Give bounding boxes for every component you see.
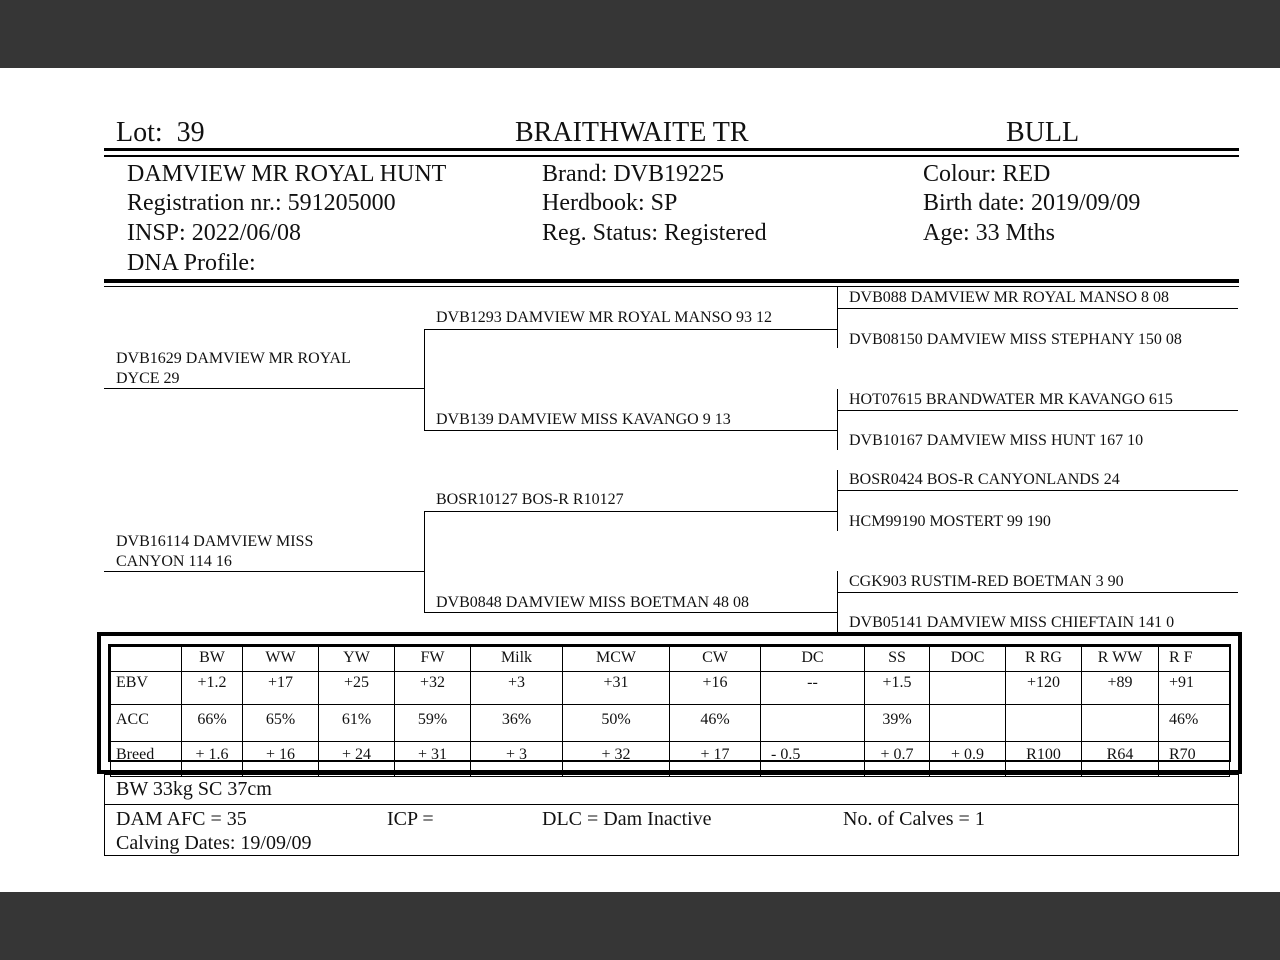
ebv-cell: +25 <box>319 672 395 705</box>
breed-cell: + 17 <box>670 742 761 777</box>
acc-cell <box>1082 705 1159 742</box>
ebv-header-row <box>111 647 1230 672</box>
ggp-6: HCM99190 MOSTERT 99 190 <box>849 513 1051 530</box>
acc-cell: 50% <box>563 705 670 742</box>
breed-cell: R70 <box>1159 742 1230 777</box>
col-header: BW <box>182 647 243 672</box>
col-header: R F <box>1159 647 1230 672</box>
ebv-cell: +89 <box>1082 672 1159 705</box>
sire-sire-name: DVB1293 DAMVIEW MR ROYAL MANSO 93 12 <box>436 309 773 326</box>
acc-cell: 46% <box>1159 705 1230 742</box>
ggp-1: DVB088 DAMVIEW MR ROYAL MANSO 8 08 <box>849 289 1170 306</box>
ggp-1-line <box>837 308 1238 309</box>
acc-cell: 46% <box>670 705 761 742</box>
breed-cell: + 31 <box>395 742 471 777</box>
dam-dam-name: DVB0848 DAMVIEW MISS BOETMAN 48 08 <box>436 594 750 611</box>
details-rule-thin <box>104 286 1239 287</box>
icp: ICP = <box>387 808 434 830</box>
ggp-bracket-2 <box>837 389 838 450</box>
acc-cell: 59% <box>395 705 471 742</box>
breed-cell: - 0.5 <box>761 742 865 777</box>
dam-line <box>104 571 424 572</box>
ggp-bracket-3 <box>837 470 838 531</box>
calves-count: No. of Calves = 1 <box>843 808 985 830</box>
ggp-8: DVB05141 DAMVIEW MISS CHIEFTAIN 141 0 <box>849 614 1175 631</box>
acc-cell <box>1006 705 1082 742</box>
dna-profile: DNA Profile: <box>127 250 256 276</box>
ebv-cell: +16 <box>670 672 761 705</box>
ebv-table <box>110 646 1230 777</box>
details-rule-thick <box>104 279 1239 283</box>
ebv-cell: +1.2 <box>182 672 243 705</box>
dam-name: DVB16114 DAMVIEW MISS CANYON 114 16 <box>116 533 314 570</box>
bottom-bar <box>0 892 1280 960</box>
header-rule-thin <box>104 155 1239 157</box>
acc-cell: 39% <box>865 705 930 742</box>
dam-afc: DAM AFC = 35 <box>116 808 247 830</box>
col-header: DOC <box>930 647 1006 672</box>
col-header: R RG <box>1006 647 1082 672</box>
breed-cell: + 24 <box>319 742 395 777</box>
ebv-cell: +91 <box>1159 672 1230 705</box>
age: Age: 33 Mths <box>923 220 1055 246</box>
ebv-cell <box>930 672 1006 705</box>
row-label: EBV <box>111 672 182 705</box>
dam-sire-name: BOSR10127 BOS-R R10127 <box>436 491 624 508</box>
herdbook: Herdbook: SP <box>542 190 678 216</box>
lot-label: Lot: 39 <box>116 117 205 148</box>
col-header: MCW <box>563 647 670 672</box>
insp-date: INSP: 2022/06/08 <box>127 220 302 246</box>
ebv-cell: +31 <box>563 672 670 705</box>
breed-cell: + 3 <box>471 742 563 777</box>
col-header: R WW <box>1082 647 1159 672</box>
lot-number: 39 <box>176 117 205 148</box>
colour: Colour: RED <box>923 161 1051 187</box>
sire-sire-line <box>424 329 837 330</box>
col-header: Milk <box>471 647 563 672</box>
ggp-4: DVB10167 DAMVIEW MISS HUNT 167 10 <box>849 432 1144 449</box>
measurements: BW 33kg SC 37cm <box>116 778 272 800</box>
col-header: YW <box>319 647 395 672</box>
acc-cell: 61% <box>319 705 395 742</box>
sire-dam-name: DVB139 DAMVIEW MISS KAVANGO 9 13 <box>436 411 731 428</box>
dlc: DLC = Dam Inactive <box>542 808 712 830</box>
ggp-7: CGK903 RUSTIM-RED BOETMAN 3 90 <box>849 573 1124 590</box>
breed-cell: + 0.7 <box>865 742 930 777</box>
acc-row <box>111 705 1230 742</box>
brand: Brand: DVB19225 <box>542 161 724 187</box>
ggp-3: HOT07615 BRANDWATER MR KAVANGO 615 <box>849 391 1173 408</box>
dam-dam-line <box>424 612 837 613</box>
ggp-5-line <box>837 490 1238 491</box>
col-header: SS <box>865 647 930 672</box>
dam-sire-line <box>424 511 837 512</box>
ggp-bracket-4 <box>837 571 838 632</box>
col-header: DC <box>761 647 865 672</box>
reg-status: Reg. Status: Registered <box>542 220 767 246</box>
ggp-5: BOSR0424 BOS-R CANYONLANDS 24 <box>849 471 1120 488</box>
animal-name: DAMVIEW MR ROYAL HUNT <box>127 161 447 187</box>
col-header: FW <box>395 647 471 672</box>
header-rule-thick <box>104 148 1239 151</box>
corner-cell <box>111 647 182 672</box>
ggp-2: DVB08150 DAMVIEW MISS STEPHANY 150 08 <box>849 331 1182 348</box>
measurements-box <box>104 774 1239 805</box>
ebv-cell: +17 <box>243 672 319 705</box>
sire-bracket <box>424 329 425 430</box>
col-header: WW <box>243 647 319 672</box>
calving-dates: Calving Dates: 19/09/09 <box>116 832 312 854</box>
ebv-cell: +120 <box>1006 672 1082 705</box>
breed-cell: + 0.9 <box>930 742 1006 777</box>
breeder-name: BRAITHWAITE TR <box>515 117 749 148</box>
ebv-row <box>111 672 1230 705</box>
breed-cell: + 16 <box>243 742 319 777</box>
breed-cell: R64 <box>1082 742 1159 777</box>
acc-cell <box>761 705 865 742</box>
sire-dam-line <box>424 430 837 431</box>
sire-line <box>104 388 424 389</box>
acc-cell <box>930 705 1006 742</box>
top-bar <box>0 0 1280 68</box>
breed-cell: R100 <box>1006 742 1082 777</box>
ggp-bracket-1 <box>837 287 838 348</box>
acc-cell: 66% <box>182 705 243 742</box>
row-label: Breed <box>111 742 182 777</box>
breed-cell: + 32 <box>563 742 670 777</box>
ebv-cell: +32 <box>395 672 471 705</box>
ebv-cell: +1.5 <box>865 672 930 705</box>
row-label: ACC <box>111 705 182 742</box>
breed-cell: + 1.6 <box>182 742 243 777</box>
ggp-7-line <box>837 592 1238 593</box>
ebv-cell: +3 <box>471 672 563 705</box>
ebv-cell: -- <box>761 672 865 705</box>
acc-cell: 65% <box>243 705 319 742</box>
breed-row <box>111 742 1230 777</box>
acc-cell: 36% <box>471 705 563 742</box>
ggp-3-line <box>837 410 1238 411</box>
sex-label: BULL <box>1006 117 1080 148</box>
registration-number: Registration nr.: 591205000 <box>127 190 396 216</box>
dam-bracket <box>424 511 425 612</box>
birth-date: Birth date: 2019/09/09 <box>923 190 1141 216</box>
col-header: CW <box>670 647 761 672</box>
sire-name: DVB1629 DAMVIEW MR ROYAL DYCE 29 <box>116 350 351 387</box>
